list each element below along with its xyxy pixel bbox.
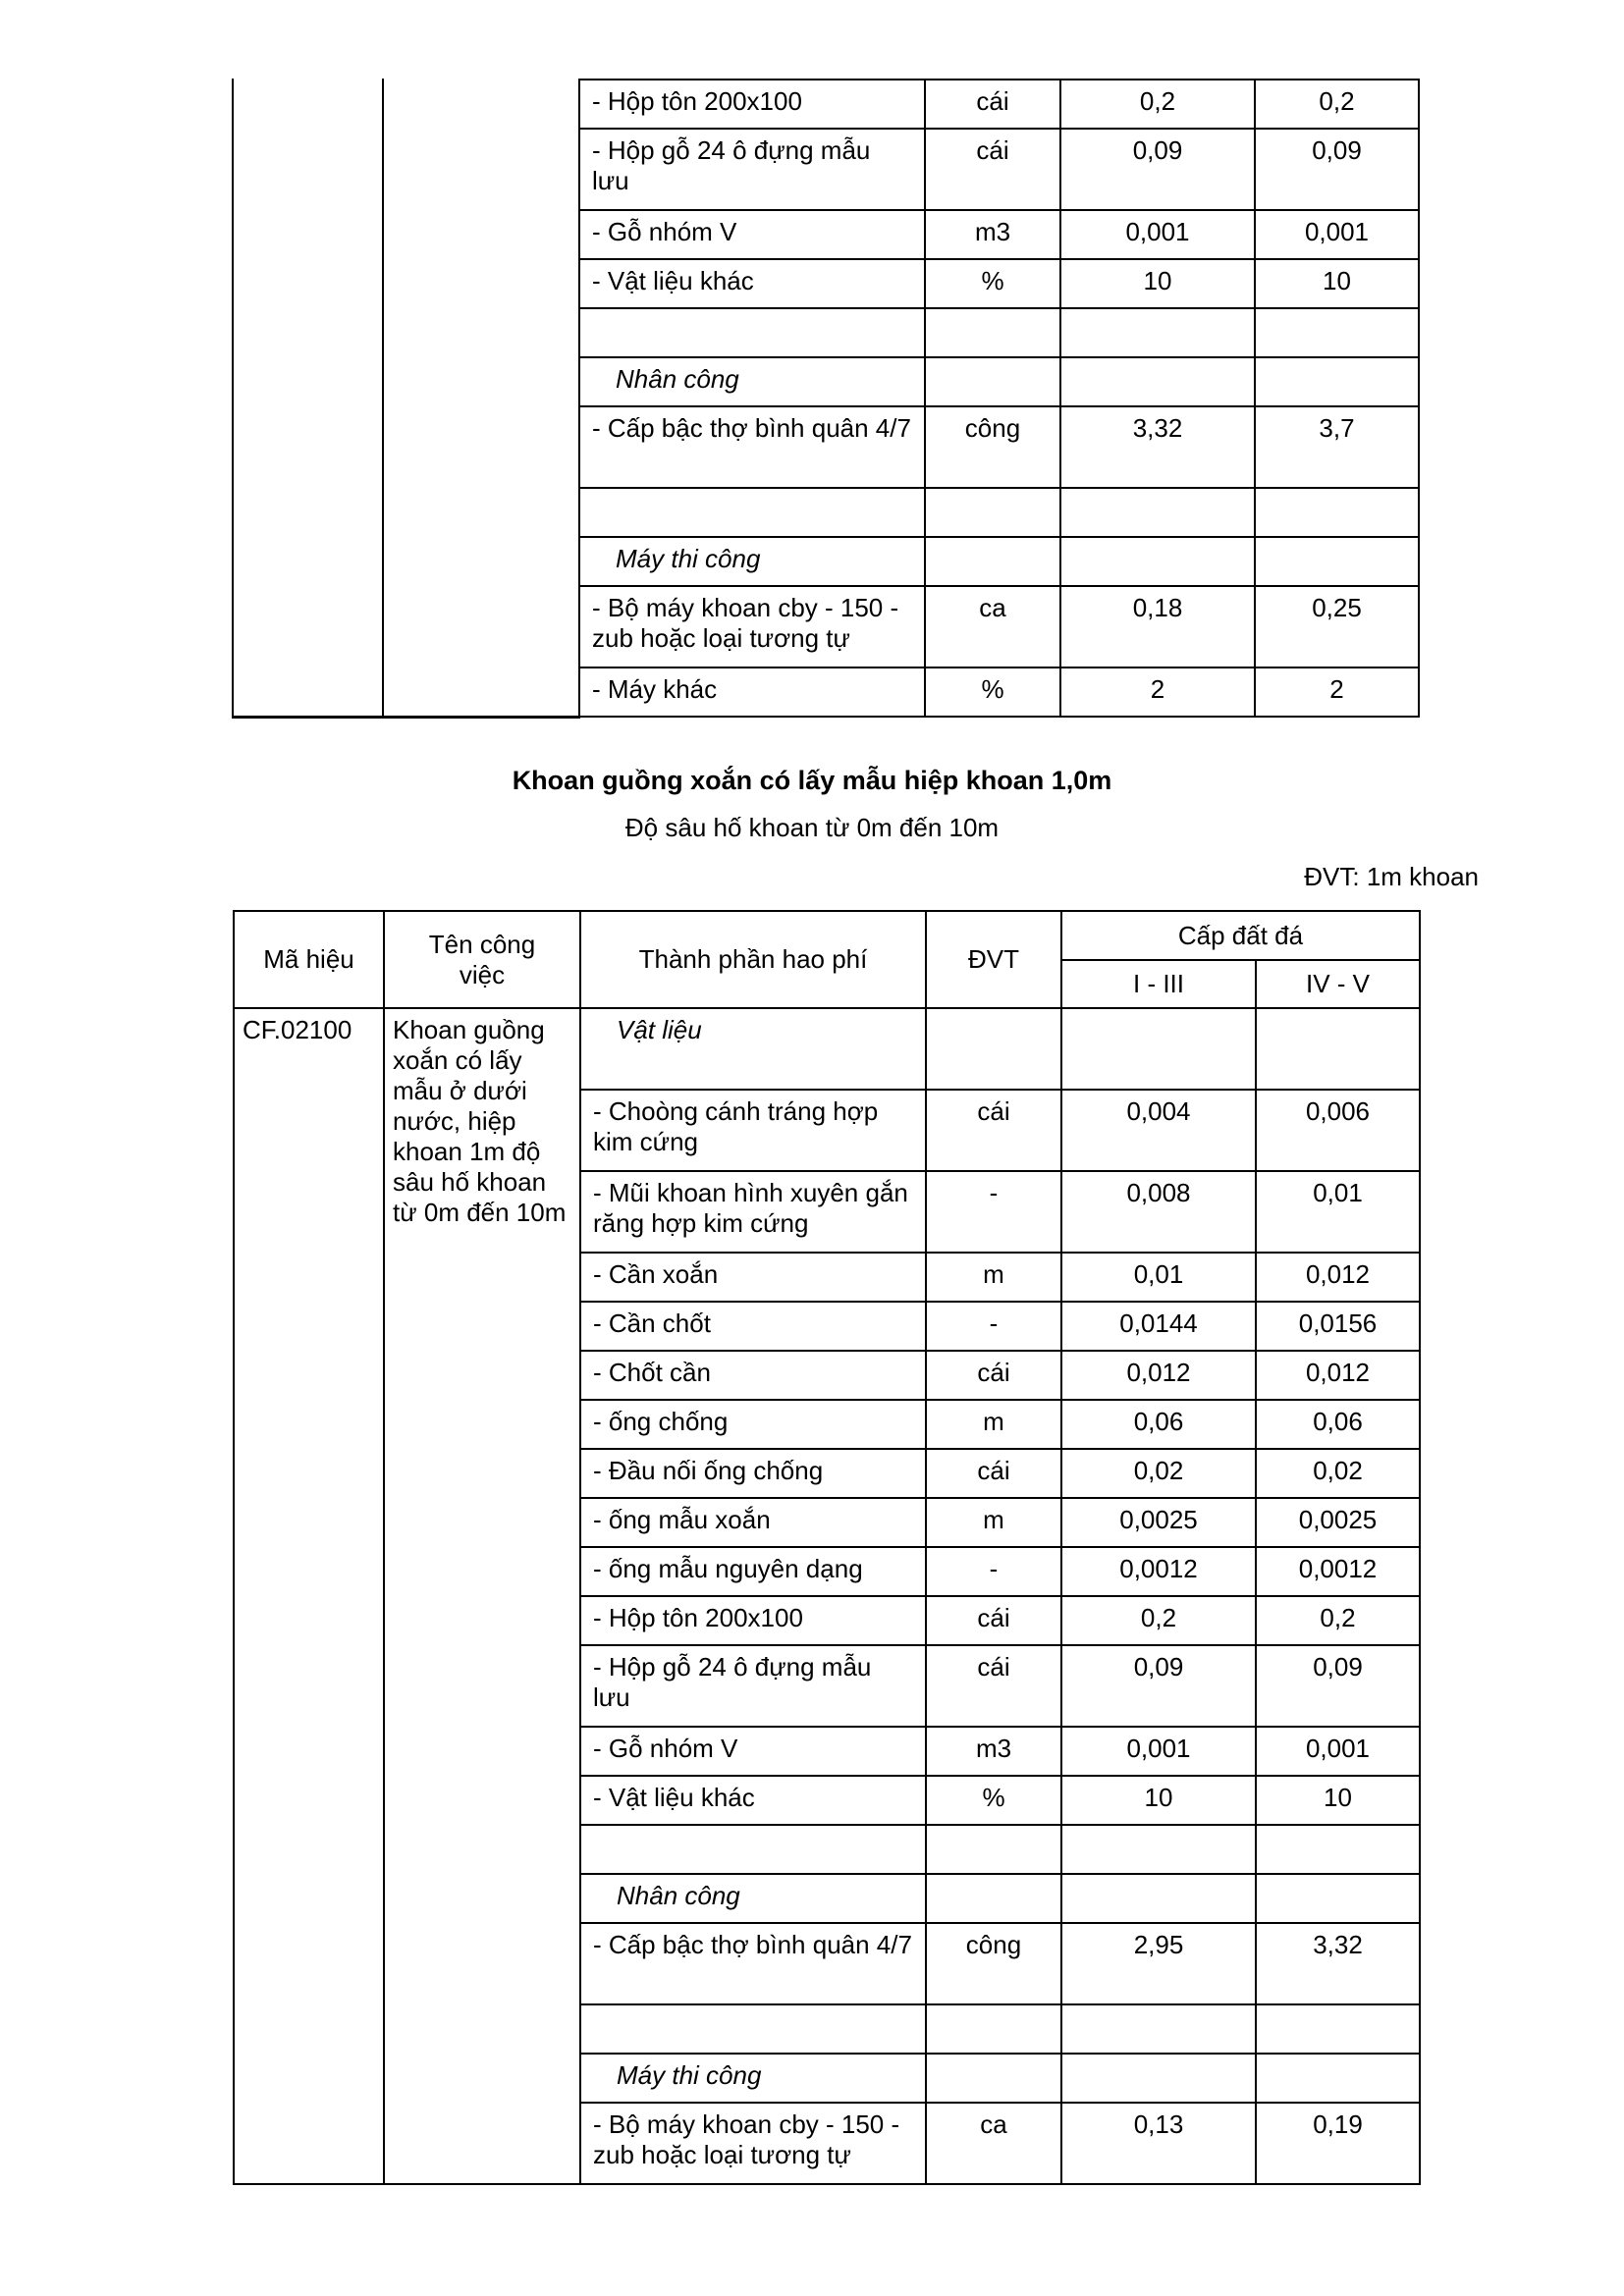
header-unit: ĐVT	[926, 911, 1061, 1008]
value-grade-2: 0,0012	[1256, 1547, 1420, 1596]
component-name: - Vật liệu khác	[580, 1776, 926, 1825]
value-grade-1	[1061, 1825, 1256, 1874]
value-grade-1: 0,0144	[1061, 1302, 1256, 1351]
value-grade-1	[1061, 1874, 1256, 1923]
component-name	[580, 2004, 926, 2054]
unit-cell: cái	[926, 1449, 1061, 1498]
header-grade: Cấp đất đá	[1061, 911, 1420, 960]
component-name: - Cần xoắn	[580, 1253, 926, 1302]
component-name	[579, 488, 925, 537]
component-name: - Hộp tôn 200x100	[580, 1596, 926, 1645]
unit-cell: ca	[926, 2103, 1061, 2184]
component-name: - Bộ máy khoan cby - 150 - zub hoặc loại tương tự	[580, 2103, 926, 2184]
value-grade-1: 10	[1061, 1776, 1256, 1825]
value-grade-1: 0,001	[1061, 1727, 1256, 1776]
value-grade-2	[1256, 1874, 1420, 1923]
value-grade-2: 0,006	[1256, 1090, 1420, 1171]
value-grade-1	[1061, 1008, 1256, 1090]
section-label: Nhân công	[579, 357, 925, 406]
unit-cell: %	[925, 667, 1060, 717]
value-grade-2: 0,06	[1256, 1400, 1420, 1449]
spacer-cell	[233, 129, 383, 210]
unit-cell: công	[926, 1923, 1061, 2004]
component-name: - Choòng cánh tráng hợp kim cứng	[580, 1090, 926, 1171]
header-work: Tên công việc	[384, 911, 580, 1008]
value-grade-1: 0,09	[1060, 129, 1255, 210]
unit-cell	[925, 537, 1060, 586]
value-grade-2: 0,001	[1256, 1727, 1420, 1776]
value-grade-1	[1060, 488, 1255, 537]
unit-cell	[926, 1008, 1061, 1090]
value-grade-2: 3,32	[1256, 1923, 1420, 2004]
value-grade-1: 0,18	[1060, 586, 1255, 667]
unit-cell: m	[926, 1400, 1061, 1449]
spacer-cell	[233, 210, 383, 259]
value-grade-1: 0,01	[1061, 1253, 1256, 1302]
table-row	[233, 80, 1419, 129]
value-grade-1: 2,95	[1061, 1923, 1256, 2004]
value-grade-1: 0,0025	[1061, 1498, 1256, 1547]
table-row	[233, 667, 1419, 717]
spacer-cell	[233, 406, 383, 488]
value-grade-2	[1255, 537, 1419, 586]
unit-cell: m	[926, 1253, 1061, 1302]
component-name	[579, 308, 925, 357]
value-grade-2	[1255, 357, 1419, 406]
table-row	[233, 129, 1419, 210]
table1-continued	[233, 79, 1420, 718]
component-name	[580, 1825, 926, 1874]
value-grade-1: 0,06	[1061, 1400, 1256, 1449]
unit-cell: %	[925, 259, 1060, 308]
value-grade-1: 0,001	[1060, 210, 1255, 259]
unit-cell: m3	[926, 1727, 1061, 1776]
section-title: Khoan guồng xoắn có lấy mẫu hiệp khoan 1,0m	[512, 766, 1112, 795]
unit-cell: cái	[926, 1645, 1061, 1727]
value-grade-1: 3,32	[1060, 406, 1255, 488]
code-cell: CF.02100	[234, 1008, 384, 2184]
value-grade-1: 0,012	[1061, 1351, 1256, 1400]
table-row	[233, 586, 1419, 667]
value-grade-1: 0,008	[1061, 1171, 1256, 1253]
unit-cell	[925, 357, 1060, 406]
value-grade-1	[1060, 537, 1255, 586]
component-name: - Hộp gỗ 24 ô đựng mẫu lưu	[580, 1645, 926, 1727]
value-grade-1: 0,09	[1061, 1645, 1256, 1727]
header-code: Mã hiệu	[234, 911, 384, 1008]
value-grade-2: 3,7	[1255, 406, 1419, 488]
spacer-cell	[383, 357, 579, 406]
value-grade-2: 0,012	[1256, 1253, 1420, 1302]
value-grade-2: 10	[1255, 259, 1419, 308]
value-grade-1	[1060, 308, 1255, 357]
spacer-cell	[383, 406, 579, 488]
unit-cell: cái	[926, 1090, 1061, 1171]
header-grade-1: I - III	[1061, 960, 1256, 1008]
spacer-cell	[233, 308, 383, 357]
component-name: - Gỗ nhóm V	[580, 1727, 926, 1776]
table-row	[233, 210, 1419, 259]
unit-cell: -	[926, 1302, 1061, 1351]
value-grade-2: 0,0025	[1256, 1498, 1420, 1547]
spacer-cell	[233, 667, 383, 717]
value-grade-1: 0,02	[1061, 1449, 1256, 1498]
spacer-cell	[233, 537, 383, 586]
component-name: - Hộp tôn 200x100	[579, 80, 925, 129]
spacer-cell	[233, 259, 383, 308]
spacer-cell	[233, 586, 383, 667]
unit-cell	[926, 2004, 1061, 2054]
value-grade-2: 0,2	[1256, 1596, 1420, 1645]
value-grade-2: 10	[1256, 1776, 1420, 1825]
component-name: - Mũi khoan hình xuyên gắn răng hợp kim cứng	[580, 1171, 926, 1253]
table-row	[233, 308, 1419, 357]
unit-cell	[925, 488, 1060, 537]
section-label: Vật liệu	[580, 1008, 926, 1090]
unit-note: ĐVT: 1m khoan	[1304, 862, 1479, 891]
component-name: - Gỗ nhóm V	[579, 210, 925, 259]
spacer-cell	[383, 80, 579, 129]
spacer-cell	[383, 259, 579, 308]
component-name: - Hộp gỗ 24 ô đựng mẫu lưu	[579, 129, 925, 210]
section-label: Nhân công	[580, 1874, 926, 1923]
table-row	[233, 259, 1419, 308]
value-grade-1: 0,13	[1061, 2103, 1256, 2184]
spacer-cell	[383, 537, 579, 586]
component-name: - Bộ máy khoan cby - 150 - zub hoặc loại tương tự	[579, 586, 925, 667]
value-grade-2	[1256, 2054, 1420, 2103]
unit-cell: %	[926, 1776, 1061, 1825]
component-name: - Cấp bậc thợ bình quân 4/7	[580, 1923, 926, 2004]
spacer-cell	[233, 80, 383, 129]
component-name: - ống mẫu nguyên dạng	[580, 1547, 926, 1596]
header-row	[234, 911, 1420, 960]
value-grade-1: 2	[1060, 667, 1255, 717]
unit-cell: cái	[926, 1596, 1061, 1645]
table-row	[233, 488, 1419, 537]
component-name: - Cần chốt	[580, 1302, 926, 1351]
value-grade-2	[1256, 1825, 1420, 1874]
value-grade-1	[1061, 2054, 1256, 2103]
table-row	[234, 1008, 1420, 1090]
value-grade-2: 0,01	[1256, 1171, 1420, 1253]
unit-cell: m3	[925, 210, 1060, 259]
section-label: Máy thi công	[580, 2054, 926, 2103]
value-grade-2: 0,09	[1255, 129, 1419, 210]
value-grade-2	[1255, 308, 1419, 357]
component-name: - Chốt cần	[580, 1351, 926, 1400]
value-grade-2	[1256, 2004, 1420, 2054]
unit-cell: m	[926, 1498, 1061, 1547]
unit-cell: -	[926, 1547, 1061, 1596]
value-grade-1: 0,2	[1060, 80, 1255, 129]
value-grade-2	[1255, 488, 1419, 537]
header-component: Thành phần hao phí	[580, 911, 926, 1008]
component-name: - Đầu nối ống chống	[580, 1449, 926, 1498]
value-grade-1: 10	[1060, 259, 1255, 308]
value-grade-1: 0,2	[1061, 1596, 1256, 1645]
spacer-cell	[233, 357, 383, 406]
unit-cell: -	[926, 1171, 1061, 1253]
value-grade-2: 2	[1255, 667, 1419, 717]
spacer-cell	[383, 488, 579, 537]
component-name: - Vật liệu khác	[579, 259, 925, 308]
value-grade-2	[1256, 1008, 1420, 1090]
component-name: - Máy khác	[579, 667, 925, 717]
unit-cell	[925, 308, 1060, 357]
value-grade-2: 0,2	[1255, 80, 1419, 129]
value-grade-1: 0,004	[1061, 1090, 1256, 1171]
work-name-cell: Khoan guồng xoắn có lấy mẫu ở dưới nước, hiệp khoan 1m độ sâu hố khoan từ 0m đến 10m	[384, 1008, 580, 2184]
section-label: Máy thi công	[579, 537, 925, 586]
value-grade-2: 0,09	[1256, 1645, 1420, 1727]
unit-cell: cái	[925, 129, 1060, 210]
spacer-cell	[383, 667, 579, 717]
component-name: - ống mẫu xoắn	[580, 1498, 926, 1547]
unit-cell: cái	[925, 80, 1060, 129]
value-grade-2: 0,0156	[1256, 1302, 1420, 1351]
value-grade-2: 0,25	[1255, 586, 1419, 667]
component-name: - Cấp bậc thợ bình quân 4/7	[579, 406, 925, 488]
component-name: - ống chống	[580, 1400, 926, 1449]
table-row	[233, 406, 1419, 488]
spacer-cell	[383, 308, 579, 357]
table-row	[233, 357, 1419, 406]
unit-cell	[926, 2054, 1061, 2103]
unit-cell: ca	[925, 586, 1060, 667]
unit-cell: công	[925, 406, 1060, 488]
spacer-cell	[383, 129, 579, 210]
spacer-cell	[233, 488, 383, 537]
value-grade-2: 0,19	[1256, 2103, 1420, 2184]
value-grade-2: 0,001	[1255, 210, 1419, 259]
spacer-cell	[383, 586, 579, 667]
unit-cell: cái	[926, 1351, 1061, 1400]
unit-cell	[926, 1825, 1061, 1874]
header-grade-2: IV - V	[1256, 960, 1420, 1008]
unit-cell	[926, 1874, 1061, 1923]
section-subtitle: Độ sâu hố khoan từ 0m đến 10m	[624, 813, 1000, 842]
value-grade-1	[1061, 2004, 1256, 2054]
norm-table	[233, 910, 1421, 2185]
value-grade-1: 0,0012	[1061, 1547, 1256, 1596]
value-grade-1	[1060, 357, 1255, 406]
value-grade-2: 0,02	[1256, 1449, 1420, 1498]
table-row	[233, 537, 1419, 586]
value-grade-2: 0,012	[1256, 1351, 1420, 1400]
spacer-cell	[383, 210, 579, 259]
